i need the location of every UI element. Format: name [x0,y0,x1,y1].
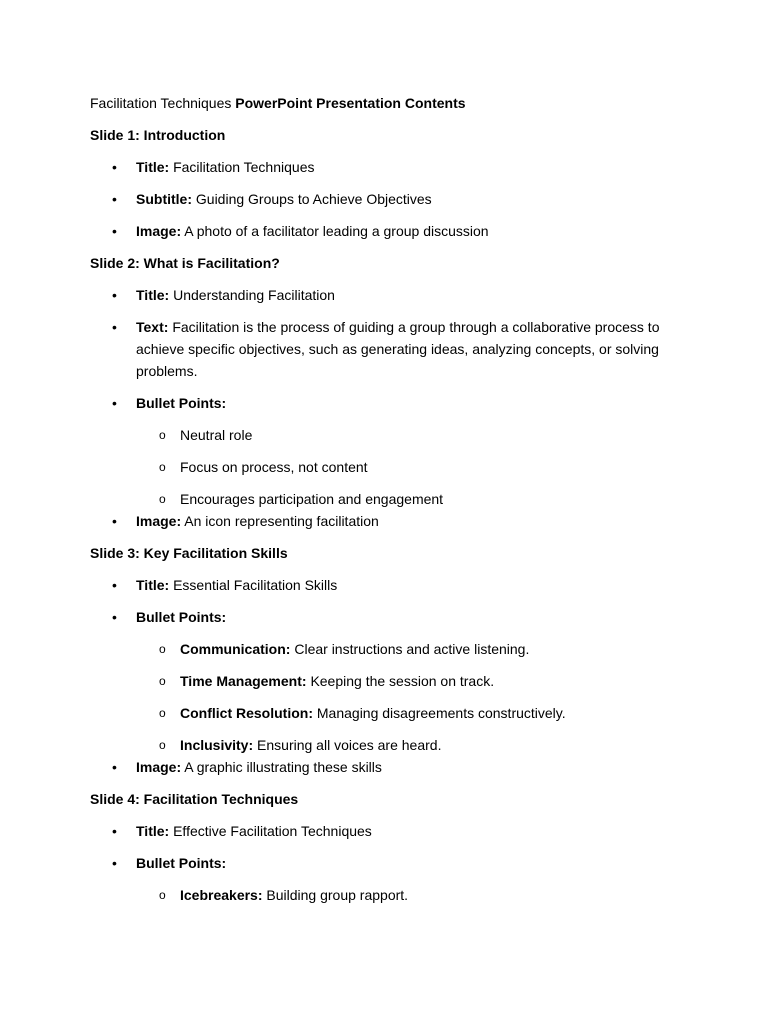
item-label: Title: [136,159,170,175]
document-title [90,92,680,114]
sub-item-text: Clear instructions and active listening. [294,641,530,657]
sub-item-label: Conflict Resolution: [180,705,313,721]
list-item [90,392,680,510]
bullet-icon: • [112,287,117,303]
item-text: Facilitation is the process of guiding a group through a collaborative process to achieve specific objectives, such as generating ideas, analyzing concepts, or solving problems. [136,319,660,379]
sub-list-item [136,734,680,756]
sub-list-item [136,424,680,446]
list-item [90,156,680,178]
slide-heading: Slide 4: Facilitation Techniques [90,791,299,807]
sub-item-list [136,424,680,510]
sub-bullet-icon: o [159,428,166,442]
document-title-bold: PowerPoint Presentation Contents [235,95,466,111]
item-text: Effective Facilitation Techniques [173,823,372,839]
item-label: Image: [136,759,182,775]
sub-item-text: Keeping the session on track. [310,673,495,689]
slide-item-list [90,284,680,532]
sub-list-item [136,884,680,906]
document-page [90,92,680,906]
bullet-icon: • [112,609,117,625]
list-item [90,574,680,596]
item-label: Title: [136,577,170,593]
list-item [90,606,680,756]
item-label: Bullet Points: [136,855,227,871]
item-text: An icon representing facilitation [184,513,379,529]
sub-item-text: Managing disagreements constructively. [316,705,566,721]
document-title-plain: Facilitation Techniques [90,95,232,111]
bullet-icon: • [112,759,117,775]
item-label: Bullet Points: [136,395,227,411]
sub-item-text: Ensuring all voices are heard. [257,737,442,753]
bullet-icon: • [112,855,117,871]
sub-item-list [136,884,680,906]
sub-bullet-icon: o [159,888,166,902]
list-item [90,188,680,210]
sub-bullet-icon: o [159,706,166,720]
slide-item-list [90,156,680,242]
sub-bullet-icon: o [159,492,166,506]
list-item [90,316,680,382]
sub-item-label: Communication: [180,641,291,657]
sub-bullet-icon: o [159,460,166,474]
bullet-icon: • [112,191,117,207]
sub-item-text: Building group rapport. [266,887,409,903]
list-item [90,220,680,242]
item-label: Image: [136,223,182,239]
slide-heading: Slide 3: Key Facilitation Skills [90,545,288,561]
sub-bullet-icon: o [159,738,166,752]
item-text: Guiding Groups to Achieve Objectives [195,191,432,207]
list-item [90,820,680,842]
sub-item-list [136,638,680,756]
sub-item-label: Inclusivity: [180,737,254,753]
slides-container [90,124,680,906]
bullet-icon: • [112,577,117,593]
sub-bullet-icon: o [159,674,166,688]
sub-item-text: Neutral role [180,427,253,443]
sub-list-item [136,488,680,510]
list-item [90,510,680,532]
sub-item-label: Icebreakers: [180,887,263,903]
sub-list-item [136,456,680,478]
slide-item-list [90,820,680,906]
item-label: Bullet Points: [136,609,227,625]
item-text: Understanding Facilitation [173,287,335,303]
slide-heading: Slide 1: Introduction [90,127,226,143]
item-label: Text: [136,319,169,335]
item-label: Title: [136,823,170,839]
item-label: Subtitle: [136,191,192,207]
bullet-icon: • [112,223,117,239]
bullet-icon: • [112,395,117,411]
item-label: Title: [136,287,170,303]
sub-bullet-icon: o [159,642,166,656]
bullet-icon: • [112,319,117,335]
sub-list-item [136,638,680,660]
slide-heading: Slide 2: What is Facilitation? [90,255,280,271]
slide-item-list [90,574,680,778]
item-text: A photo of a facilitator leading a group discussion [184,223,489,239]
item-text: Essential Facilitation Skills [173,577,338,593]
item-text: A graphic illustrating these skills [184,759,382,775]
list-item [90,756,680,778]
bullet-icon: • [112,513,117,529]
item-label: Image: [136,513,182,529]
sub-item-text: Focus on process, not content [180,459,368,475]
sub-list-item [136,702,680,724]
sub-item-text: Encourages participation and engagement [180,491,444,507]
bullet-icon: • [112,823,117,839]
list-item [90,284,680,306]
sub-list-item [136,670,680,692]
bullet-icon: • [112,159,117,175]
item-text: Facilitation Techniques [173,159,315,175]
sub-item-label: Time Management: [180,673,307,689]
list-item [90,852,680,906]
